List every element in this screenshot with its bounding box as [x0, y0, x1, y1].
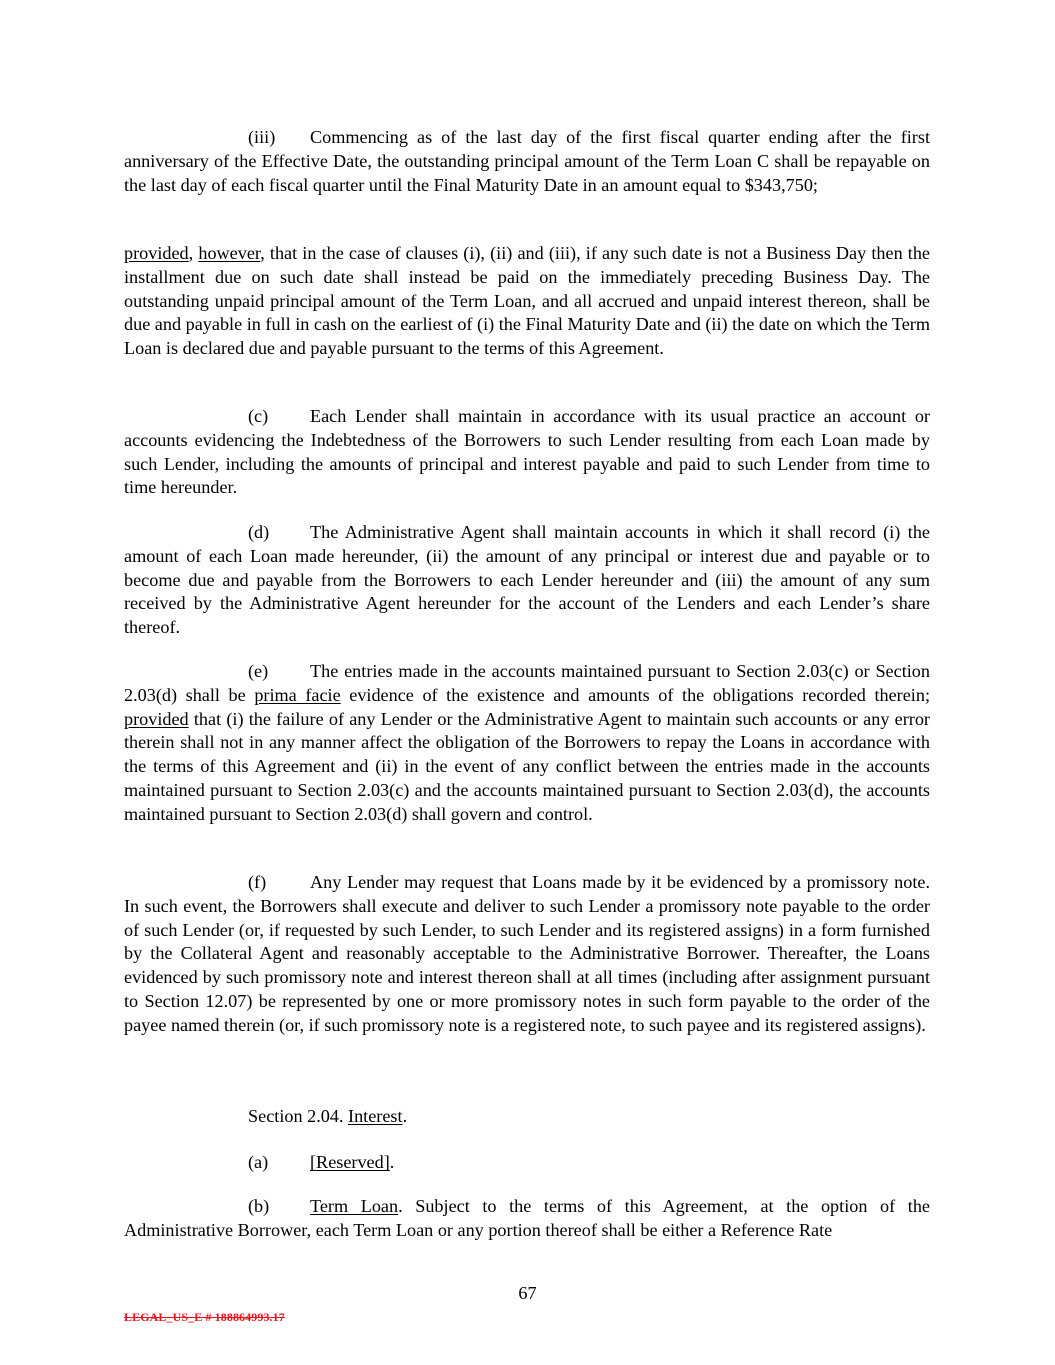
clause-text: that (i) the failure of any Lender or the Administrative Agent to maintain such accounts or any error therein shall not in any manner affect the obligation of the Borrowers to repay the Loans in accordance with the terms of this Agreement and (ii) in the event of any conflict between the entries made in the accounts maintained pursuant to Section 2.03(c) and the accounts maintained pursuant to Section 2.03(d), the accounts maintained pursuant to Section 2.03(d) shall govern and control. [124, 708, 930, 824]
clause-iii-paragraph [124, 126, 930, 197]
clause-label: (f) [248, 872, 267, 892]
underlined-term: provided [124, 708, 189, 729]
underlined-term: however [198, 243, 261, 263]
clause-text: The Administrative Agent shall maintain accounts in which it shall record (i) the amount of each Loan made hereunder, (ii) the amount of any principal or interest due and payable or to become due and payable from the Borrowers to each Lender hereunder and (iii) the amount of any sum received by the Administrative Agent hereunder for the account of the Lenders and each Lender’s share thereof. [124, 522, 930, 638]
clause-text: Commencing as of the last day of the first fiscal quarter ending after the first anniversary of the Effective Date, the outstanding principal amount of the Term Loan C shall be repayable on the last day of each fiscal quarter until the Final Maturity Date in an amount equal to $343,750; [124, 127, 930, 195]
punctuation: . [402, 1106, 408, 1126]
clause-label: (a) [248, 1152, 269, 1172]
section-heading [248, 1105, 407, 1129]
underlined-term: prima facie [254, 684, 341, 705]
clause-e-paragraph [124, 660, 930, 827]
clause-text: . Subject to the terms of this Agreement, at the option of the Administrative Borrower, each Term Loan or any portion thereof shall be either a Reference Rate [124, 1196, 930, 1240]
clause-title: Term Loan [310, 1196, 399, 1216]
clause-c-paragraph [124, 405, 930, 500]
clause-label: (iii) [248, 127, 276, 147]
proviso-paragraph [124, 242, 930, 361]
clause-204b-paragraph [124, 1195, 930, 1243]
clause-text: The entries made in the accounts maintained pursuant to Section 2.03(c) or Section 2.03(d) shall be [124, 661, 930, 705]
proviso-text: , that in the case of clauses (i), (ii) and (iii), if any such date is not a Business Day then the installment due on such date shall instead be paid on the immediately preceding Business Day. The outstanding unpaid principal amount of the Term Loan, and all accrued and unpaid interest thereon, shall be due and payable in full in cash on the earliest of (i) the Final Maturity Date and (ii) the date on which the Term Loan is declared due and payable pursuant to the terms of this Agreement. [124, 243, 931, 359]
clause-204a-paragraph [248, 1151, 394, 1175]
clause-d-paragraph [124, 521, 930, 640]
clause-text: Each Lender shall maintain in accordance with its usual practice an account or accounts evidencing the Indebtedness of the Borrowers to such Lender resulting from each Loan made by such Lender, including the amounts of principal and interest payable and paid to such Lender from time to time hereunder. [124, 406, 930, 498]
page-number: 67 [518, 1283, 537, 1303]
clause-label: (d) [248, 522, 270, 542]
clause-text: Any Lender may request that Loans made by it be evidenced by a promissory note. In such event, the Borrowers shall execute and deliver to such Lender a promissory note payable to the order of such Lender (or, if requested by such Lender, to such Lender and its registered assigns) in a form furnished by the Collateral Agent and reasonably acceptable to the Administrative Borrower. Thereafter, the Loans evidenced by such promissory note and interest thereon shall at all times (including after assignment pursuant to Section 12.07) be represented by one or more promissory notes in such form payable to the order of the payee named therein (or, if such promissory note is a registered note, to such payee and its registered assigns). [124, 872, 930, 1035]
separator: , [188, 243, 199, 263]
clause-f-paragraph [124, 871, 930, 1038]
section-title: Interest [348, 1106, 403, 1126]
clause-text: evidence of the existence and amounts of the obligations recorded therein; [340, 684, 930, 705]
clause-label: (c) [248, 406, 269, 426]
punctuation: . [389, 1152, 395, 1172]
section-number: Section 2.04. [248, 1106, 349, 1126]
underlined-term: provided [124, 243, 189, 263]
clause-label: (b) [248, 1196, 270, 1216]
clause-title: [Reserved] [310, 1152, 390, 1172]
document-id-footer: LEGAL_US_E # 188864993.17 [124, 1310, 285, 1324]
clause-label: (e) [248, 661, 269, 681]
